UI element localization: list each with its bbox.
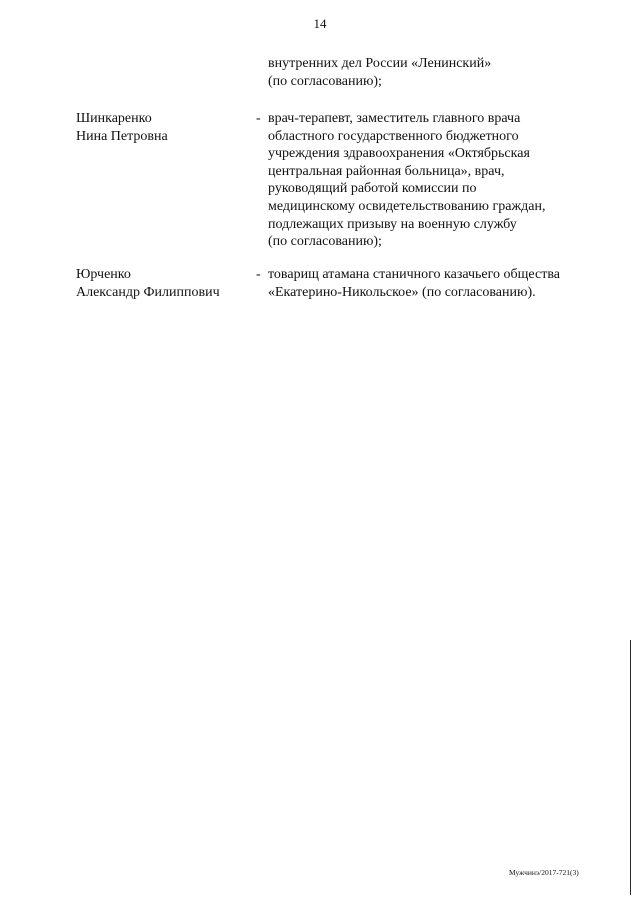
- member-name: [76, 110, 246, 145]
- entry-dash: -: [256, 111, 261, 126]
- description-line: «Екатерино-Никольское» (по согласованию).: [268, 284, 536, 300]
- description-line: медицинскому освидетельствованию граждан,: [268, 198, 546, 214]
- document-code: Мужчинэ/2017-721(3): [509, 868, 579, 877]
- description-line: областного государственного бюджетного: [268, 128, 519, 144]
- member-name: [76, 266, 246, 301]
- description-line: руководящий работой комиссии по: [268, 181, 477, 197]
- member-surname: Шинкаренко: [76, 111, 152, 126]
- description-line: центральная районная больница», врач,: [268, 163, 505, 179]
- description-line: товарищ атамана станичного казачьего общества: [268, 267, 560, 282]
- member-given-names: Александр Филиппович: [76, 284, 220, 300]
- entry-dash: -: [256, 267, 261, 282]
- scan-edge-line: [630, 640, 631, 895]
- member-surname: Юрченко: [76, 267, 131, 282]
- continuation-line: внутренних дел России «Ленинский»: [268, 56, 492, 71]
- description-line: врач-терапевт, заместитель главного врача: [268, 111, 521, 126]
- continuation-line: (по согласованию);: [268, 73, 382, 89]
- member-description: [268, 266, 613, 301]
- page-number: 14: [313, 16, 327, 31]
- continuation-text: [268, 55, 598, 90]
- description-line: (по согласованию);: [268, 234, 382, 250]
- description-line: подлежащих призыву на военную службу: [268, 216, 517, 232]
- member-description: [268, 110, 613, 251]
- description-line: учреждения здравоохранения «Октябрьская: [268, 146, 530, 162]
- member-given-names: Нина Петровна: [76, 128, 168, 144]
